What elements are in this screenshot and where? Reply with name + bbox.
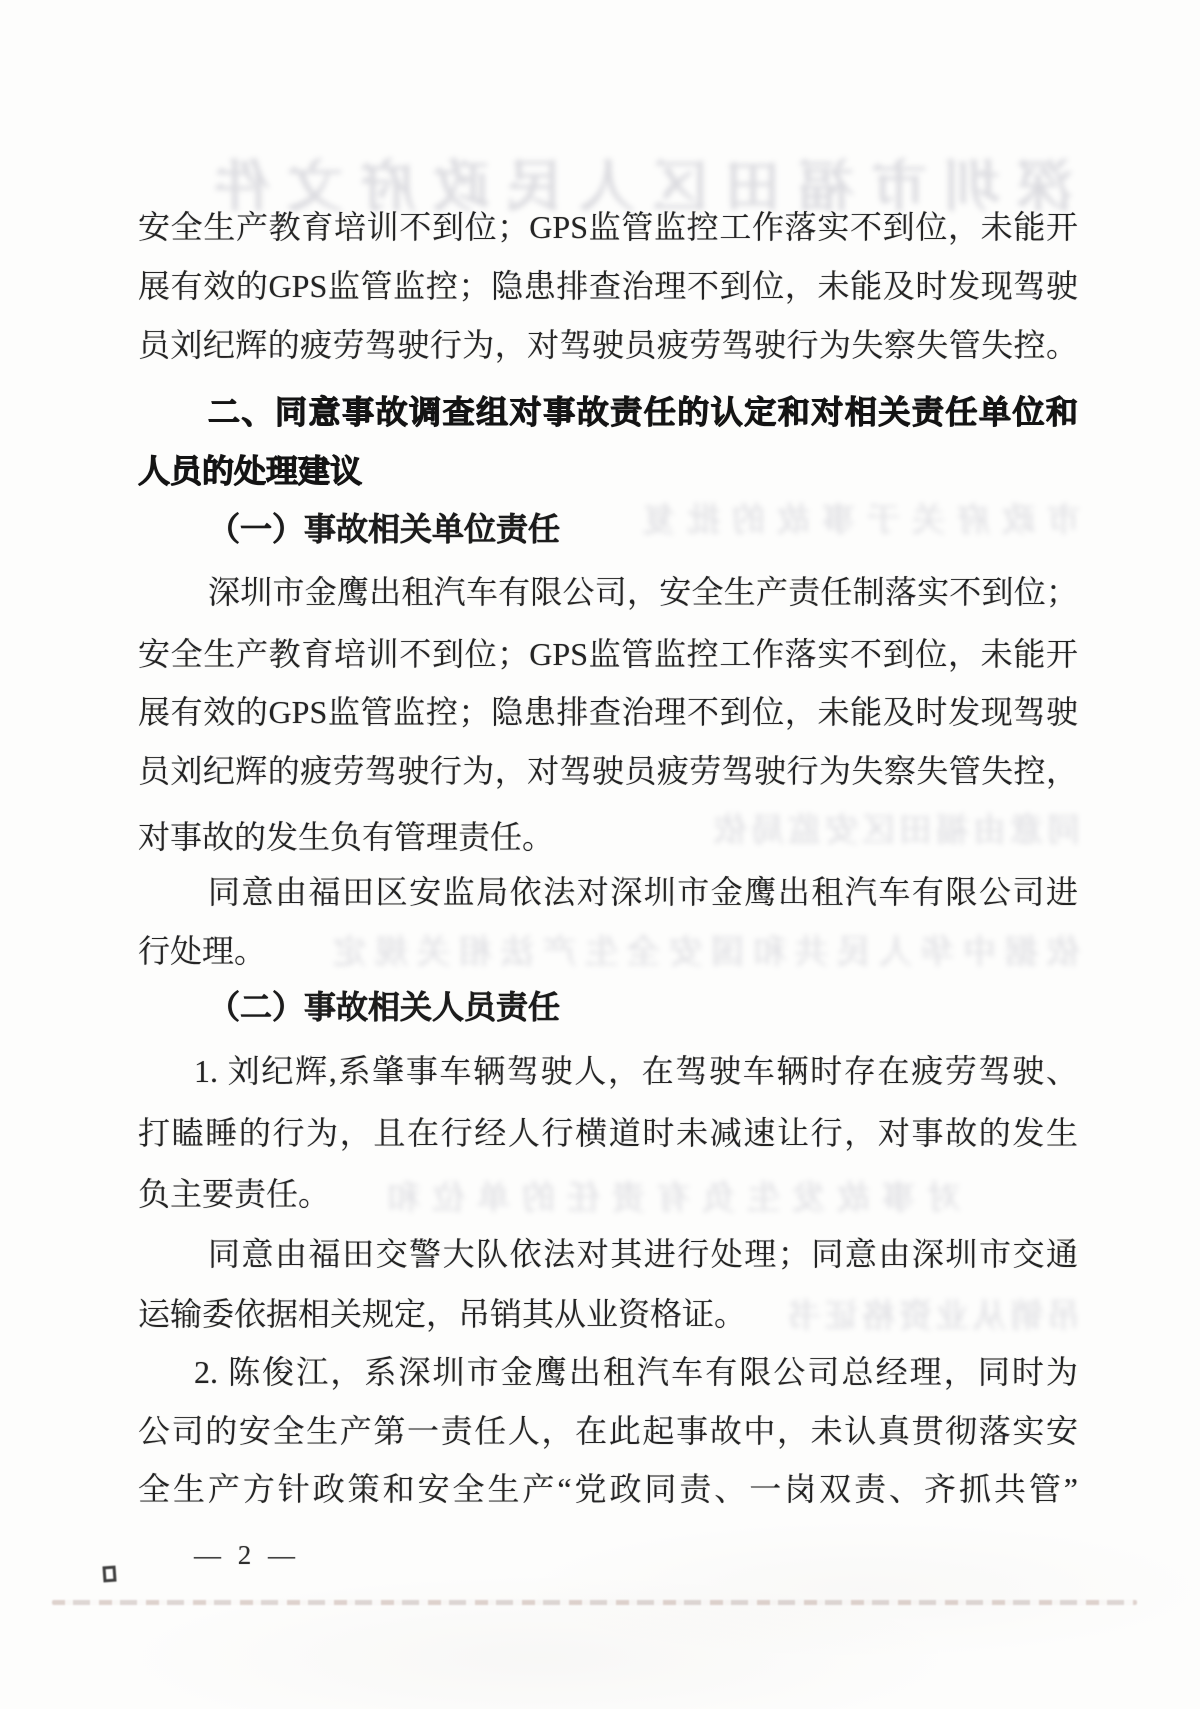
- body-text-line: 同意由福田交警大队依法对其进行处理；同意由深圳市交通: [208, 1236, 1078, 1272]
- body-text-line: 打瞌睡的行为，且在行经人行横道时未减速让行，对事故的发生: [138, 1115, 1078, 1151]
- body-text-line: 安全生产教育培训不到位；GPS监管监控工作落实不到位，未能开: [138, 636, 1078, 672]
- body-text-line: 安全生产教育培训不到位；GPS监管监控工作落实不到位，未能开: [138, 209, 1078, 245]
- body-text-line: 公司的安全生产第一责任人，在此起事故中，未认真贯彻落实安: [138, 1413, 1078, 1449]
- body-text-line: 2. 陈俊江，系深圳市金鹰出租汽车有限公司总经理，同时为: [194, 1354, 1078, 1390]
- body-text-line: 同意由福田区安监局依法对深圳市金鹰出租汽车有限公司进: [208, 874, 1078, 910]
- bleedthrough-text: 吊销从业资格证书: [784, 1297, 1080, 1334]
- scan-mark-artifact: [102, 1566, 116, 1583]
- subsection-heading: （一）事故相关单位责任: [208, 511, 561, 547]
- bleedthrough-text: 深圳市福田区人民政府文件: [197, 158, 1073, 212]
- bleedthrough-text: 对事故发生负有责任的单位和: [375, 1179, 960, 1216]
- bleedthrough-text: 依据中华人民共和国安全生产法相关规定: [324, 933, 1080, 970]
- section-heading: 人员的处理建议: [138, 453, 363, 489]
- subsection-heading: （二）事故相关人员责任: [208, 989, 561, 1025]
- body-text-line: 员刘纪辉的疲劳驾驶行为，对驾驶员疲劳驾驶行为失察失管失控。: [138, 327, 1078, 363]
- body-text-line: 运输委依据相关规定，吊销其从业资格证。: [138, 1296, 747, 1332]
- bleedthrough-text: 同意由福田区安监局依: [710, 811, 1080, 848]
- body-text-line: 展有效的GPS监管监控；隐患排查治理不到位，未能及时发现驾驶: [138, 268, 1078, 304]
- body-text-line: 全生产方针政策和安全生产“党政同责、一岗双责、齐抓共管”: [138, 1471, 1078, 1507]
- body-text-line: 员刘纪辉的疲劳驾驶行为，对驾驶员疲劳驾驶行为失察失管失控，: [138, 753, 1078, 789]
- body-text-line: 展有效的GPS监管监控；隐患排查治理不到位，未能及时发现驾驶: [138, 694, 1078, 730]
- page-number: — 2 —: [194, 1540, 300, 1570]
- body-text-line: 行处理。: [138, 933, 267, 969]
- bleedthrough-text: 市政府关于事故的批复: [630, 501, 1080, 538]
- scan-line-artifact: [52, 1600, 1137, 1605]
- body-text-line: 负主要责任。: [138, 1176, 331, 1212]
- body-text-line: 对事故的发生负有管理责任。: [138, 819, 555, 855]
- section-heading: 二、同意事故调查组对事故责任的认定和对相关责任单位和: [208, 394, 1078, 430]
- body-text-line: 1. 刘纪辉,系肇事车辆驾驶人，在驾驶车辆时存在疲劳驾驶、: [194, 1053, 1078, 1089]
- body-text-line: 深圳市金鹰出租汽车有限公司，安全生产责任制落实不到位；: [208, 574, 1078, 610]
